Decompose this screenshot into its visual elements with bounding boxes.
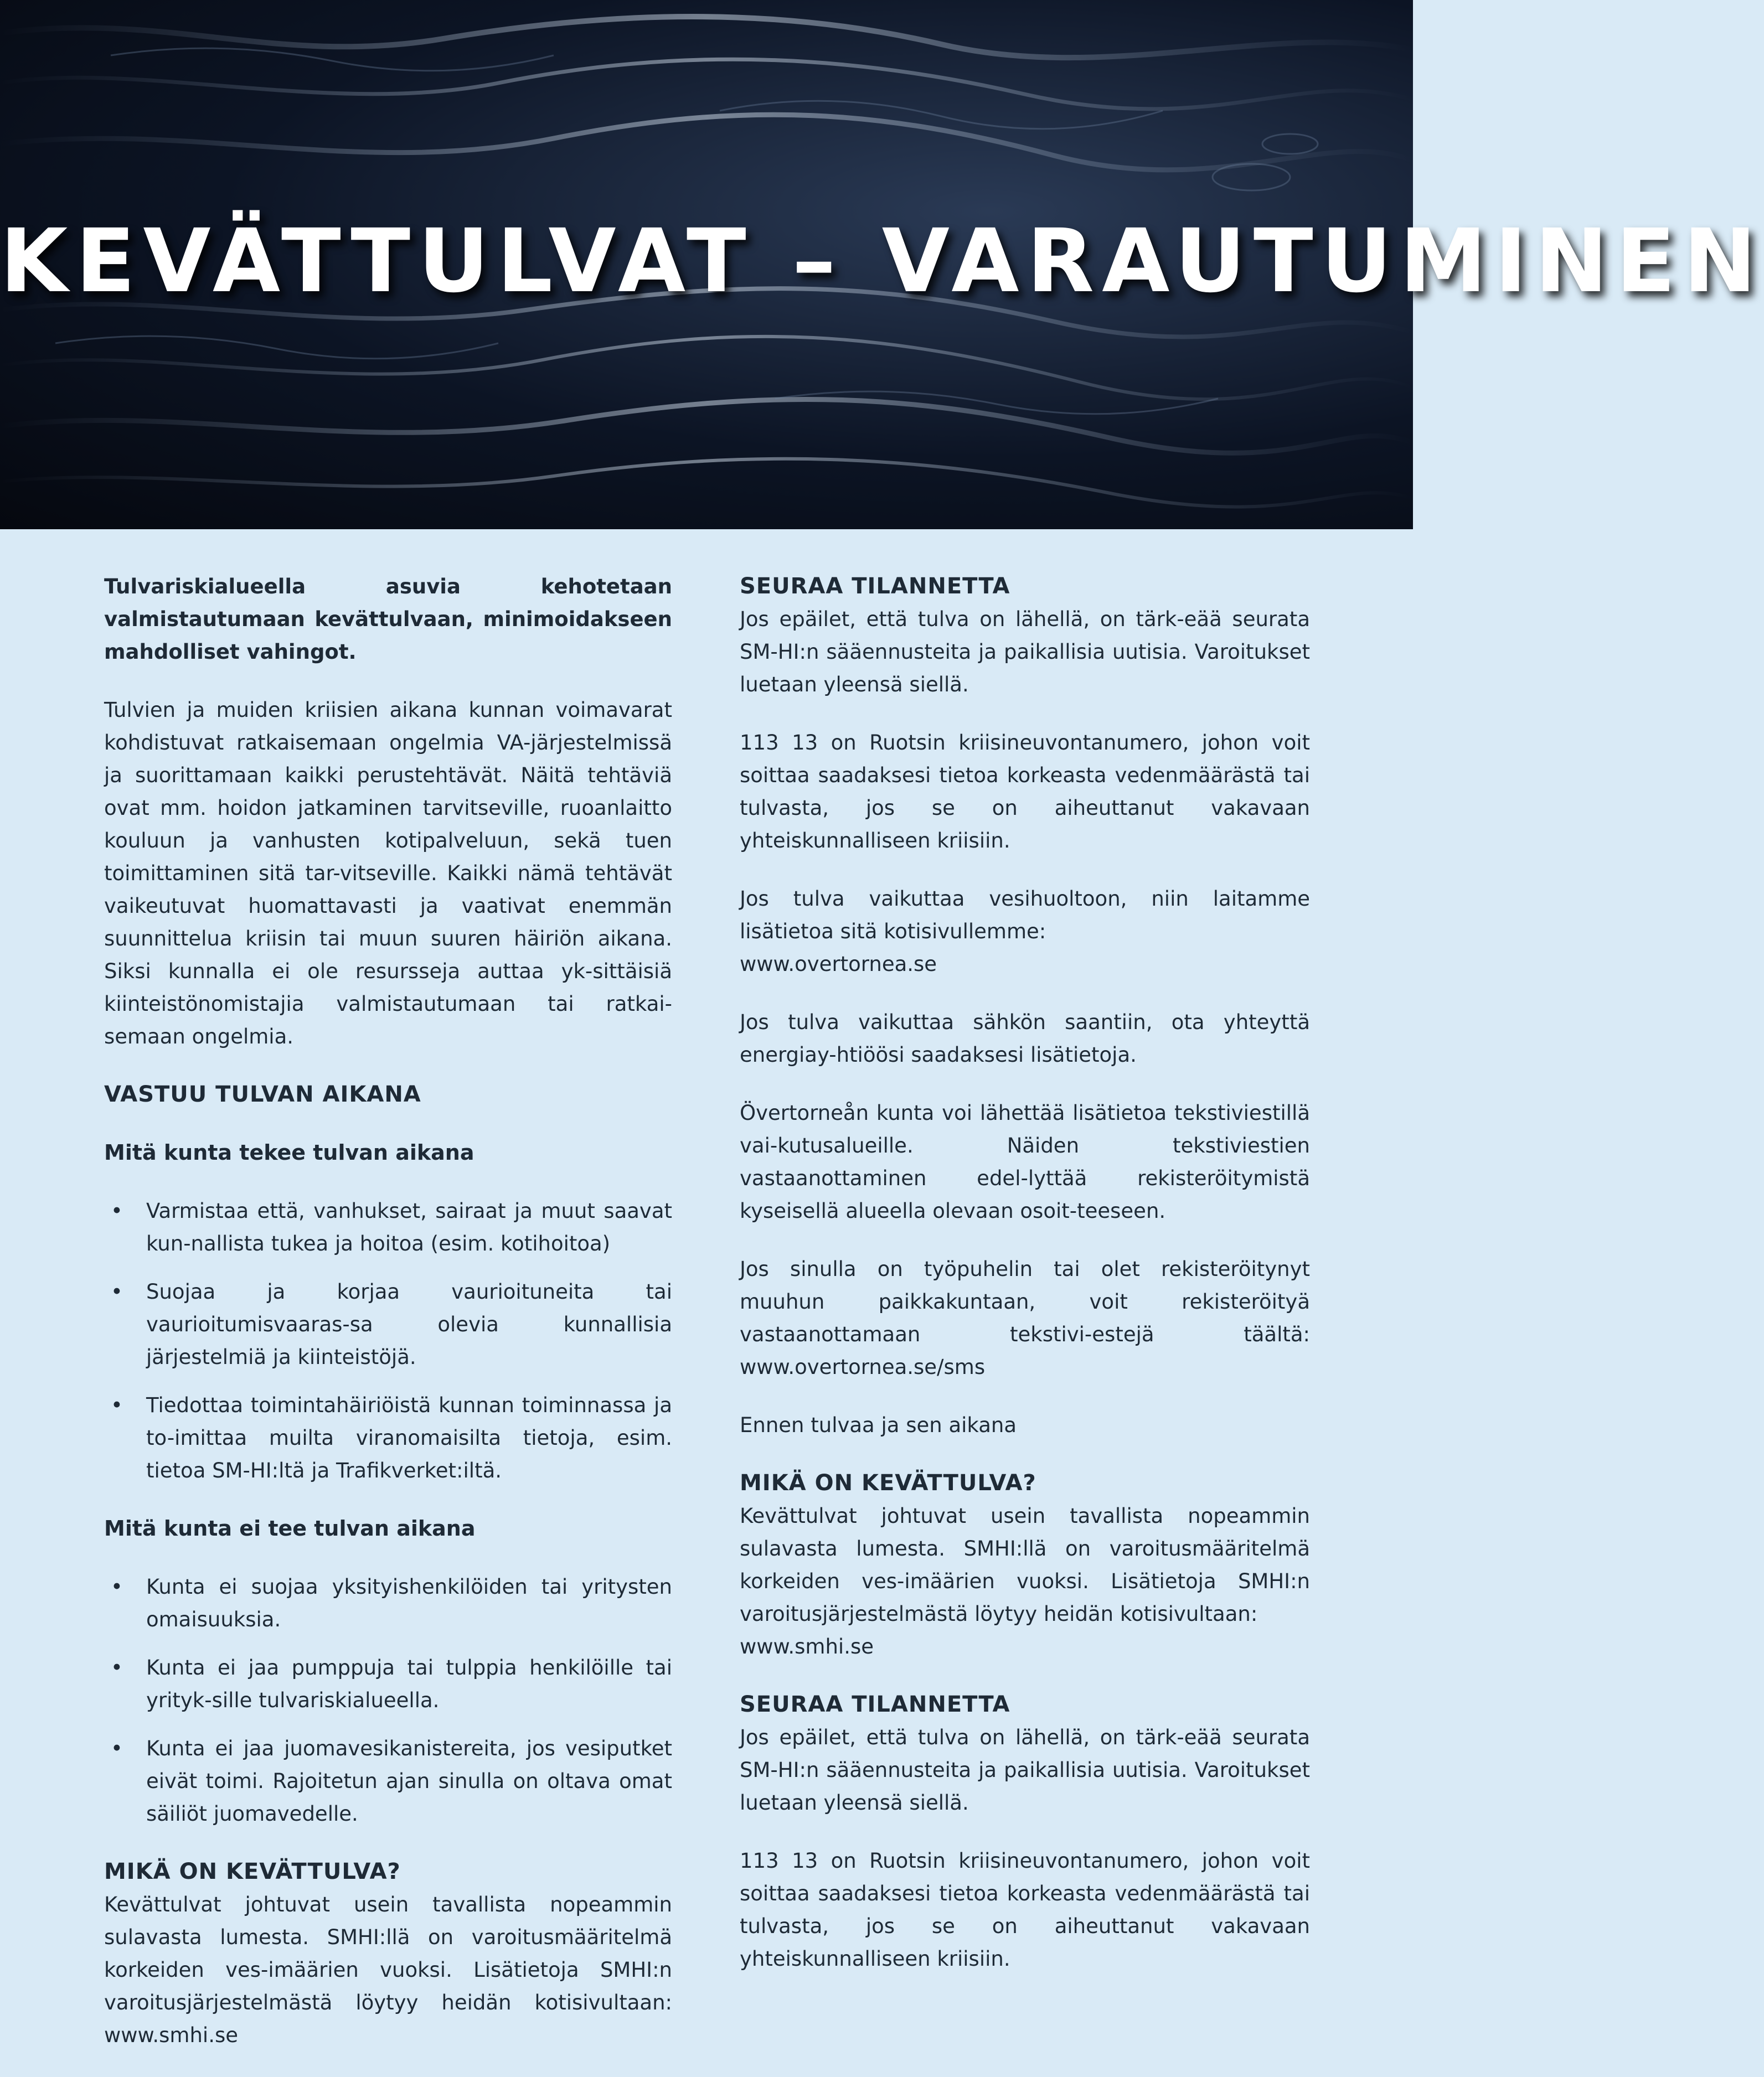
what-is-text: Kevättulvat johtuvat usein tavallista nopeammin sulavasta lumesta. SMHI:llä on varoitusmääritelmä korkeiden ves-imäärien vuoksi. Lisätietoja SMHI:n varoitusjärjestelmästä löytyy heidän kotisivultaan:	[740, 1504, 1310, 1626]
crisis-paragraph: 113 13 on Ruotsin kriisineuvontanumero, johon voit soittaa saadaksesi tietoa korkeasta vedenmäärästä tai tulvasta, jos se on aiheuttanut vakavaan yhteiskunnalliseen kriisiin.	[740, 731, 1310, 852]
does-list	[104, 1195, 672, 1487]
subheading-does-not: Mitä kunta ei tee tulvan aikana	[104, 1516, 476, 1541]
smhi-link[interactable]: www.smhi.se	[740, 1635, 874, 1658]
list-item: • Varmistaa että, vanhukset, sairaat ja muut saavat kun-nallista tukea ja hoitoa (esim. kotihoitoa)	[104, 1195, 672, 1260]
list-item: • Kunta ei jaa pumppuja tai tulppia henkilöille tai yrityk-sille tulvariskialueella.	[104, 1651, 672, 1717]
list-item: • Kunta ei suojaa yksityishenkilöiden tai yritysten omaisuuksia.	[104, 1570, 672, 1636]
lead-paragraph: Tulvariskialueella asuvia kehotetaan valmistautumaan kevättulvaan, minimoidakseen mahdolliset vahingot.	[104, 575, 672, 664]
does-not-list	[104, 1570, 672, 1830]
list-item: • Kunta ei jaa juomavesikanistereita, jos vesiputket eivät toimi. Rajoitetun ajan sinulla on oltava omat säiliöt juomavedelle.	[104, 1732, 672, 1830]
heading-what-is: MIKÄ ON KEVÄTTULVA?	[104, 1859, 401, 1884]
what-is-paragraph: Kevättulvat johtuvat usein tavallista nopeammin sulavasta lumesta. SMHI:llä on varoitusmääritelmä korkeiden ves-imäärien vuoksi. Lisätietoja SMHI:n varoitusjärjestelmästä löytyy heidän kotisivultaan: www.smhi.se	[104, 1893, 672, 2047]
follow-paragraph-2: Jos epäilet, että tulva on lähellä, on tärk-eää seurata SM-HI:n sääennusteita ja paikallisia uutisia. Varoitukset luetaan yleensä siellä.	[740, 1725, 1310, 1815]
hero-banner	[0, 0, 1764, 529]
intro-paragraph: Tulvien ja muiden kriisien aikana kunnan voimavarat kohdistuvat ratkaisemaan ongelmia VA-järjestelmissä ja suorittamaan kaikki perustehtävät. Näitä tehtäviä ovat mm. hoidon jatkaminen tarvitseville, ruoanlaitto kouluun ja vanhusten kotipalveluun, sekä tuen toimittaminen sitä tar-vitseville. Kaikki nämä tehtävät vaikeutuvat huomattavasti ja vaativat enemmän suunnittelua kriisin tai muun suuren häiriön aikana. Siksi kunnalla ei ole resursseja auttaa yk-sittäisiä kiinteistönomistajia valmistautumaan tai ratkai-semaan ongelmia.	[104, 698, 672, 1048]
heading-what-is: MIKÄ ON KEVÄTTULVA?	[740, 1470, 1036, 1496]
right-column	[740, 570, 1310, 2001]
heading-follow: SEURAA TILANNETTA	[740, 574, 1010, 599]
water-paragraph	[740, 882, 1310, 980]
page-title: KEVÄTTULVAT – VARAUTUMINEN	[0, 210, 1764, 312]
list-item: • Suojaa ja korjaa vaurioituneita tai vaurioitumisvaaras-sa olevia kunnallisia järjestelmiä ja kiinteistöjä.	[104, 1275, 672, 1373]
before-paragraph: Ennen tulvaa ja sen aikana	[740, 1413, 1017, 1437]
heading-follow-2: SEURAA TILANNETTA	[740, 1692, 1010, 1717]
water-text: Jos tulva vaikuttaa vesihuoltoon, niin laitamme lisätietoa sitä kotisivullemme:	[740, 887, 1310, 943]
crisis-paragraph-2: 113 13 on Ruotsin kriisineuvontanumero, johon voit soittaa saadaksesi tietoa korkeasta vedenmäärästä tai tulvasta, jos se on aiheuttanut vakavaan yhteiskunnalliseen kriisiin.	[740, 1849, 1310, 1971]
subheading-does: Mitä kunta tekee tulvan aikana	[104, 1140, 474, 1165]
heading-responsibility: VASTUU TULVAN AIKANA	[104, 1082, 421, 1107]
power-paragraph: Jos tulva vaikuttaa sähkön saantiin, ota yhteyttä energiay-htiöösi saadaksesi lisätietoja.	[740, 1010, 1310, 1067]
left-column	[104, 570, 672, 2077]
list-item: • Tiedottaa toimintahäiriöistä kunnan toiminnassa ja to-imittaa muilta viranomaisilta tietoja, esim. tietoa SM-HI:ltä ja Trafikverket:iltä.	[104, 1389, 672, 1487]
follow-paragraph: Jos epäilet, että tulva on lähellä, on tärk-eää seurata SM-HI:n sääennusteita ja paikallisia uutisia. Varoitukset luetaan yleensä siellä.	[740, 607, 1310, 696]
phone-paragraph: Jos sinulla on työpuhelin tai olet rekisteröitynyt muuhun paikkakuntaan, voit rekisteröityä vastaanottamaan tekstivi-estejä täältä: www.overtornea.se/sms	[740, 1257, 1310, 1379]
sms-paragraph: Övertorneån kunta voi lähettää lisätietoa tekstiviestillä vai-kutusalueille. Näiden tekstiviestien vastaanottaminen edel-lyttää rekisteröitymistä kyseisellä alueella olevaan osoit-teeseen.	[740, 1101, 1310, 1223]
water-link[interactable]: www.overtornea.se	[740, 952, 937, 976]
what-is-paragraph	[740, 1500, 1310, 1663]
